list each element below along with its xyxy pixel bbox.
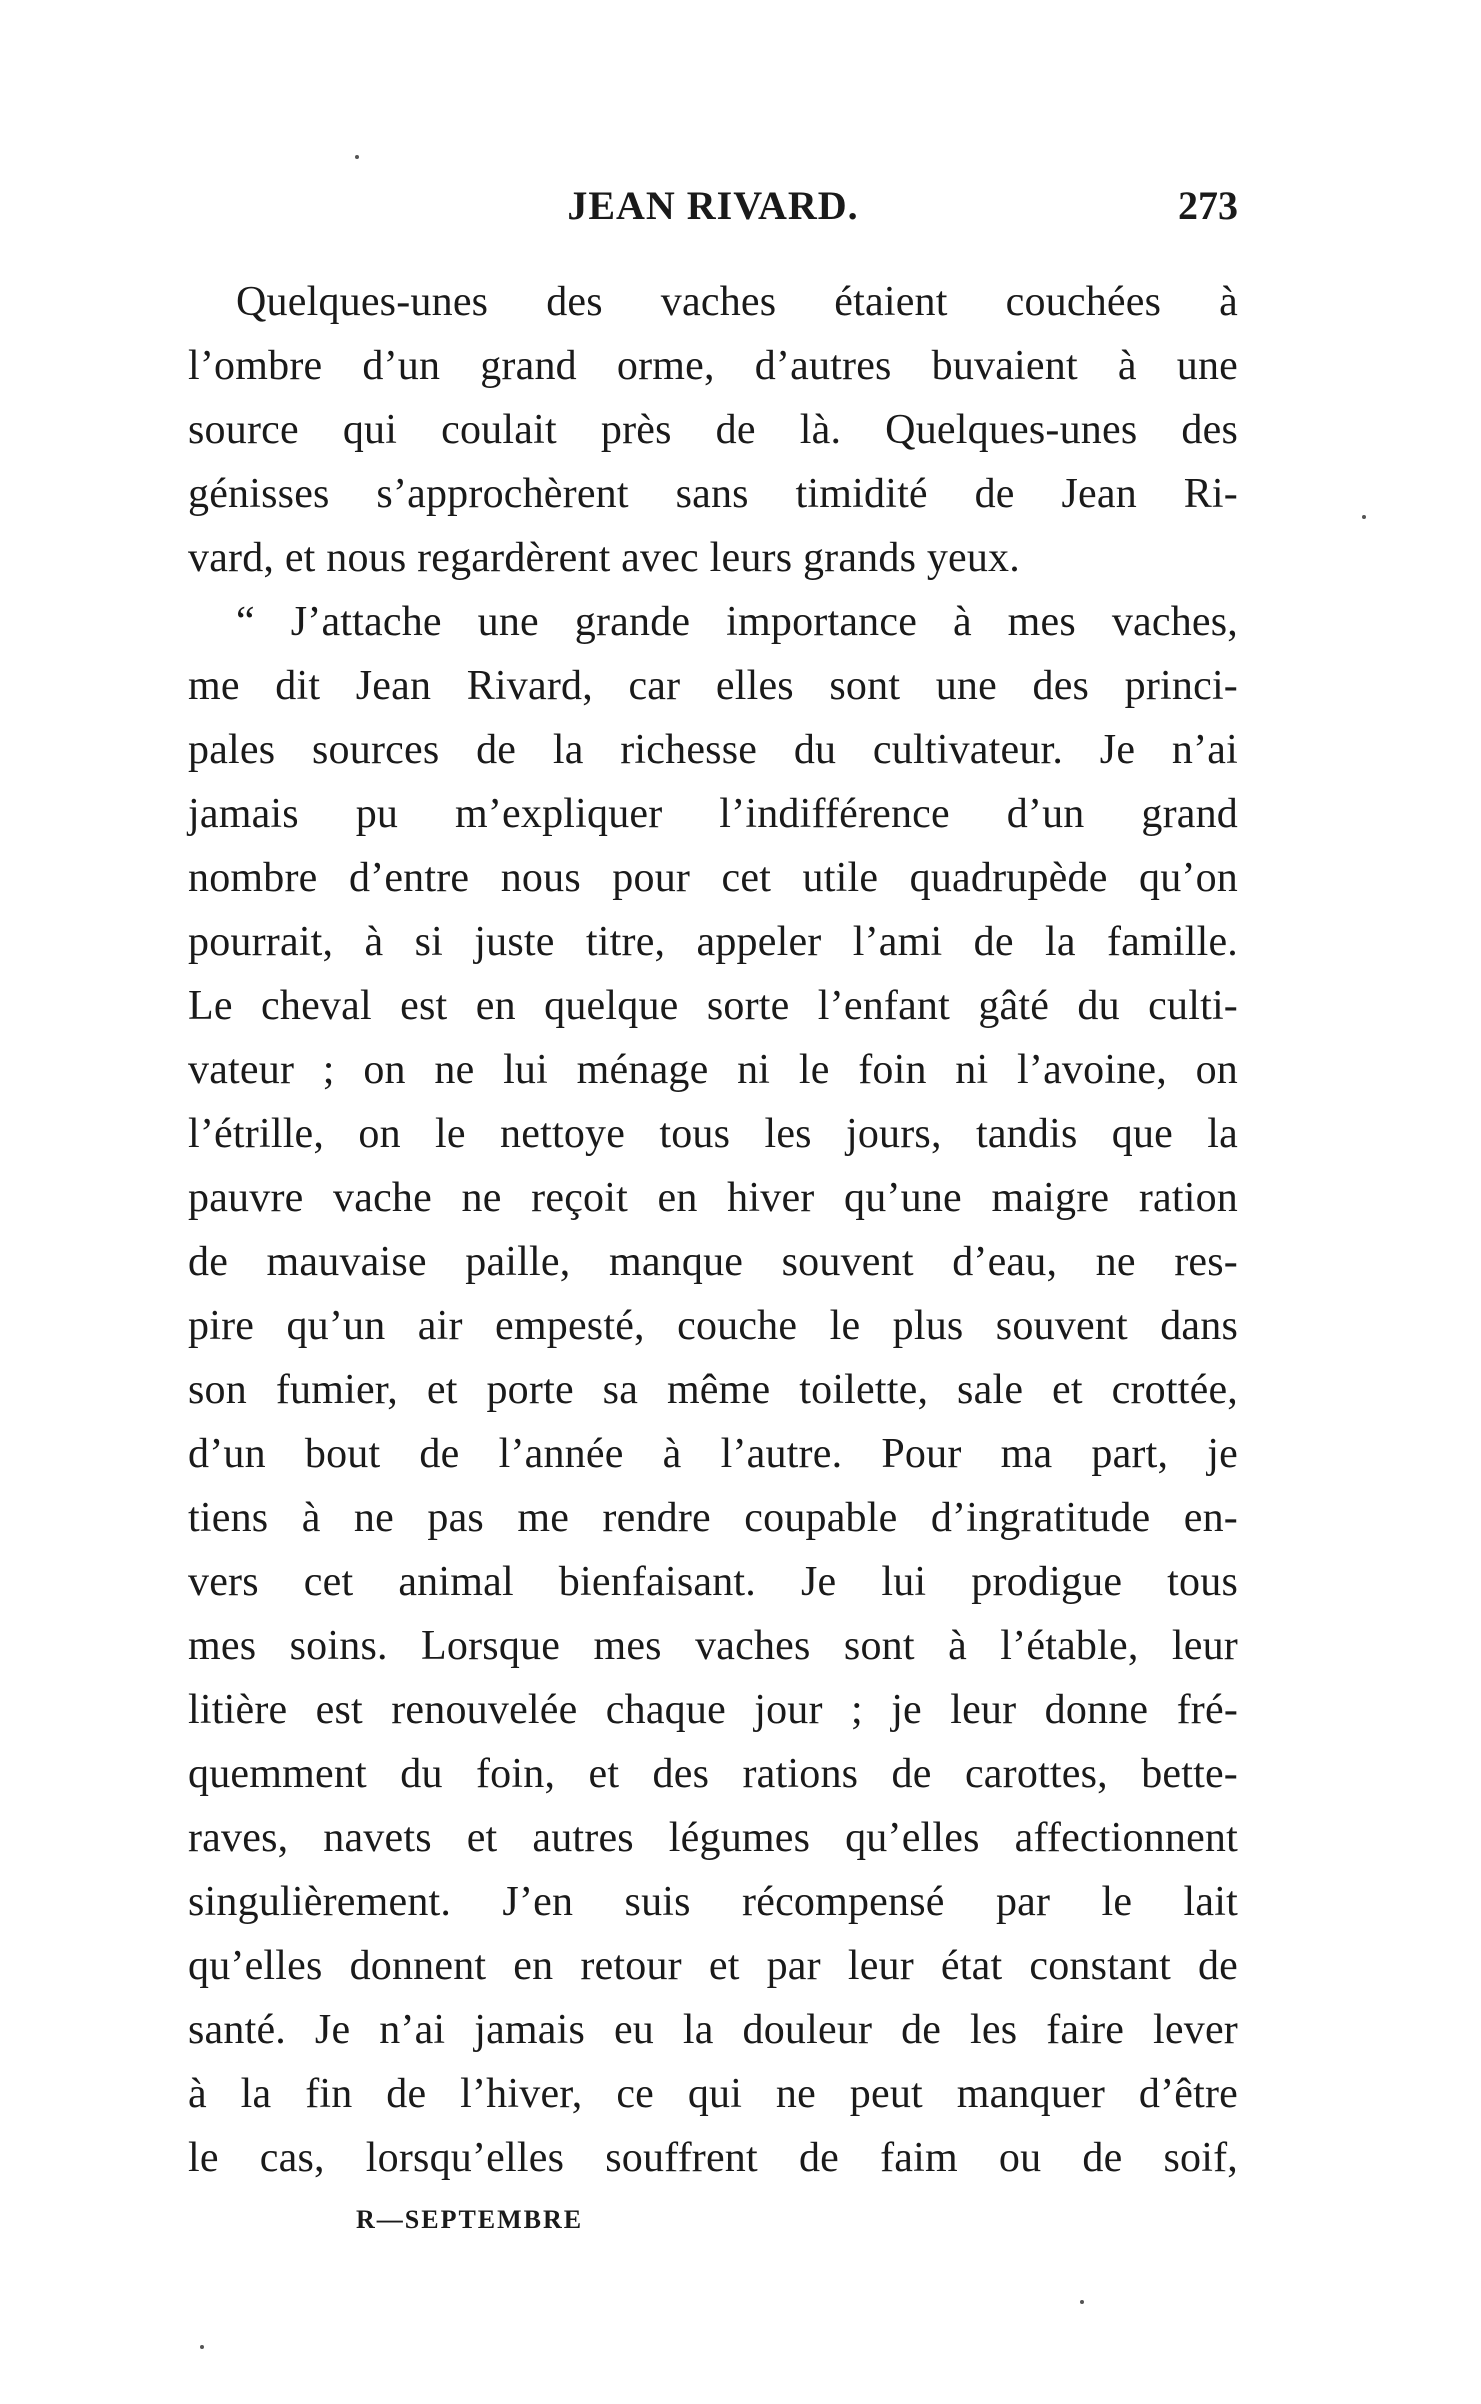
- text-line: “ J’attache une grande importance à mes vaches,: [236, 599, 1238, 645]
- dust-speck: [1080, 2300, 1084, 2304]
- text-line: de mauvaise paille, manque souvent d’eau, ne res-: [188, 1239, 1238, 1285]
- text-line: pauvre vache ne reçoit en hiver qu’une maigre ration: [188, 1175, 1238, 1221]
- text-line: Le cheval est en quelque sorte l’enfant gâté du culti-: [188, 983, 1238, 1029]
- dust-speck: [355, 155, 359, 159]
- text-line: son fumier, et porte sa même toilette, sale et crottée,: [188, 1367, 1238, 1413]
- body-text: [188, 270, 1238, 2190]
- text-line: tiens à ne pas me rendre coupable d’ingratitude en-: [188, 1495, 1238, 1541]
- dust-speck: [1362, 515, 1366, 519]
- page-number: 273: [1178, 183, 1238, 228]
- text-line: mes soins. Lorsque mes vaches sont à l’étable, leur: [188, 1623, 1238, 1669]
- page-header: [188, 182, 1238, 242]
- text-line: vateur ; on ne lui ménage ni le foin ni l’avoine, on: [188, 1047, 1238, 1093]
- text-line: litière est renouvelée chaque jour ; je leur donne fré-: [188, 1687, 1238, 1733]
- text-line: quemment du foin, et des rations de carottes, bette-: [188, 1751, 1238, 1797]
- text-line: vard, et nous regardèrent avec leurs grands yeux.: [188, 535, 1020, 581]
- text-line: à la fin de l’hiver, ce qui ne peut manquer d’être: [188, 2071, 1238, 2117]
- text-line: raves, navets et autres légumes qu’elles affectionnent: [188, 1815, 1238, 1861]
- text-line: Quelques-unes des vaches étaient couchées à: [236, 279, 1238, 325]
- dust-speck: [200, 2345, 204, 2349]
- text-line: qu’elles donnent en retour et par leur état constant de: [188, 1943, 1238, 1989]
- text-line: singulièrement. J’en suis récompensé par le lait: [188, 1879, 1238, 1925]
- text-line: jamais pu m’expliquer l’indifférence d’un grand: [188, 791, 1238, 837]
- text-line: l’ombre d’un grand orme, d’autres buvaient à une: [188, 343, 1238, 389]
- text-line: santé. Je n’ai jamais eu la douleur de les faire lever: [188, 2007, 1238, 2053]
- text-line: d’un bout de l’année à l’autre. Pour ma part, je: [188, 1431, 1238, 1477]
- running-title: JEAN RIVARD.: [567, 183, 859, 228]
- signature-mark: R—SEPTEMBRE: [356, 2205, 584, 2234]
- text-line: pourrait, à si juste titre, appeler l’ami de la famille.: [188, 919, 1238, 965]
- text-line: vers cet animal bienfaisant. Je lui prodigue tous: [188, 1559, 1238, 1605]
- text-line: l’étrille, on le nettoye tous les jours, tandis que la: [188, 1111, 1238, 1157]
- text-line: pire qu’un air empesté, couche le plus souvent dans: [188, 1303, 1238, 1349]
- text-line: génisses s’approchèrent sans timidité de Jean Ri-: [188, 471, 1238, 517]
- text-line: le cas, lorsqu’elles souffrent de faim ou de soif,: [188, 2135, 1238, 2181]
- text-line: me dit Jean Rivard, car elles sont une des princi-: [188, 663, 1238, 709]
- text-line: source qui coulait près de là. Quelques-unes des: [188, 407, 1238, 453]
- text-line: pales sources de la richesse du cultivateur. Je n’ai: [188, 727, 1238, 773]
- text-line: nombre d’entre nous pour cet utile quadrupède qu’on: [188, 855, 1238, 901]
